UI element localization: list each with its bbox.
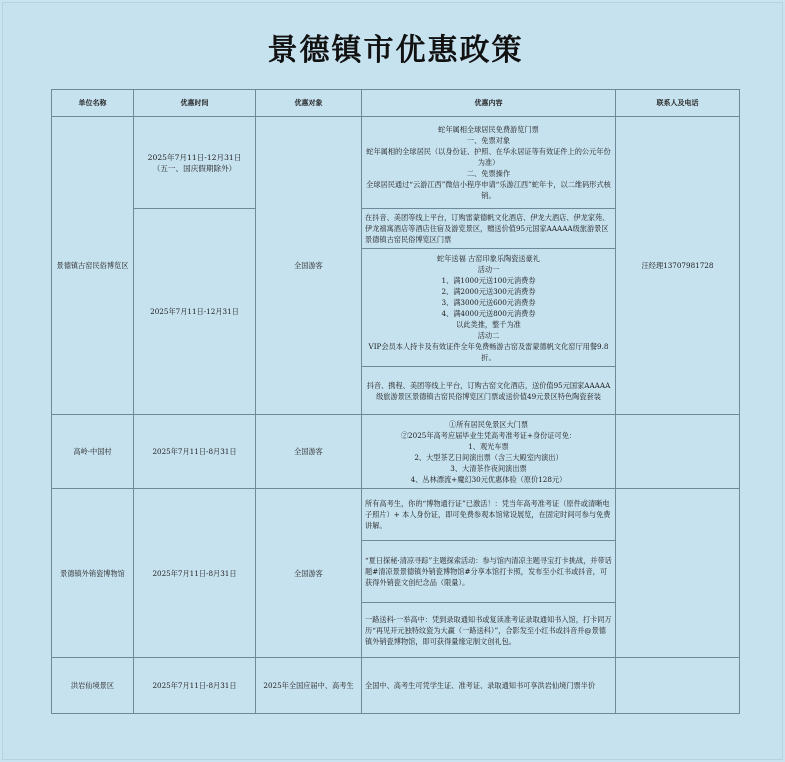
contact-cell	[616, 658, 740, 714]
content-line: 二、免票操作	[466, 169, 511, 178]
contact-cell: 汪经理13707981728	[616, 117, 740, 415]
content-line: 2、满2000元送300元消费券	[441, 286, 536, 296]
content-line: 全球居民通过“云游江西”微信小程序申请“乐游江西”蛇年卡，以二维码形式核销。	[366, 180, 611, 200]
contact-cell	[616, 489, 740, 658]
content-line: 1、观光车票	[468, 441, 509, 451]
content-line: ②2025年高考应届毕业生凭高考准考证+身份证可免：	[400, 430, 577, 440]
contact-cell	[616, 415, 740, 489]
content-line: VIP会员本人持卡及有效证件全年免费畅游古窑及雷蒙德帆文化窑厅用餐9.8折。	[368, 341, 609, 362]
content-cell: 全国中、高考生可凭学生证、准考证、录取通知书可享洪岩仙境门票半价	[362, 658, 616, 714]
content-line: 3、大清茶作夜间演出票	[450, 463, 527, 473]
content-line: 蛇年属相的全球居民（以身份证、护照、在华永居证等有效证件上的公元年份为准）	[366, 147, 611, 167]
content-cell: 抖音、携程、美团等线上平台，订购古窑文化酒店，送价值95元国家AAAAA级旅游景区景德镇古窑民俗博览区门票或送价值49元景区特色陶瓷套装	[362, 367, 616, 415]
time-cell: 2025年7月11日-8月31日	[134, 489, 256, 658]
content-cell	[362, 249, 616, 367]
poster	[2, 2, 783, 760]
unit-cell: 洪岩仙境景区	[52, 658, 134, 714]
time-line: 2025年7月11日-12月31日	[147, 152, 242, 162]
content-cell: 在抖音、美团等线上平台，订购雷蒙德帆文化酒店、伊龙大酒店、伊龙家苑、伊龙禧寓酒店等酒店住宿及游览景区，赠送价值95元国家AAAAA级旅游景区景德镇古窑民俗博览区门票	[362, 209, 616, 249]
table-row	[52, 415, 740, 489]
table-row	[52, 658, 740, 714]
header-contact: 联系人及电话	[616, 90, 740, 117]
time-cell	[134, 117, 256, 209]
header-row	[52, 90, 740, 117]
time-cell: 2025年7月11日-12月31日	[134, 209, 256, 415]
table-row	[52, 117, 740, 209]
unit-cell: 景德镇古窑民俗博览区	[52, 117, 134, 415]
content-line: 活动一	[477, 264, 500, 274]
policy-table	[51, 89, 740, 714]
content-line: 以此类推，整千为准	[456, 319, 521, 329]
content-line: 活动二	[477, 330, 500, 340]
target-cell: 全国游客	[256, 415, 362, 489]
content-line: 4、满4000元送800元消费券	[441, 308, 536, 318]
content-line: 1、满1000元送100元消费券	[441, 275, 536, 285]
content-cell: “夏日探秘·清凉寻踪”主题探索活动：参与馆内清凉主题寻宝打卡挑战，并带话题#清凉景景德镇外销瓷博物馆#分享本馆打卡照，发布至小红书或抖音，可获得外销瓷文创纪念品（限量）。	[362, 541, 616, 603]
content-line: ①所有居民免景区大门票	[448, 419, 529, 429]
target-cell: 全国游客	[256, 489, 362, 658]
content-line: 2、大型茶艺日间演出票（含三大殿室内演出）	[414, 452, 563, 462]
unit-cell: 景德镇外销瓷博物馆	[52, 489, 134, 658]
unit-cell: 高岭·中国村	[52, 415, 134, 489]
content-cell	[362, 415, 616, 489]
header-target: 优惠对象	[256, 90, 362, 117]
time-line: （五一、国庆假期除外）	[152, 163, 237, 173]
content-line: 蛇年属相全球居民免费游览门票	[438, 125, 539, 134]
content-line: 3、满3000元送600元消费券	[441, 297, 536, 307]
content-cell: 所有高考生，你的“博物通行证”已激活！：凭当年高考准考证（原件或清晰电子照片）+ 本人身份证，即可免费参观本馆常设展览，在固定时间可参与免费讲解。	[362, 489, 616, 541]
table-row	[52, 489, 740, 541]
content-line: 一、免票对象	[466, 136, 511, 145]
header-unit: 单位名称	[52, 90, 134, 117]
page-title: 景德镇市优惠政策	[267, 33, 524, 68]
target-cell: 2025年全国应届中、高考生	[256, 658, 362, 714]
content-line: 蛇年送福 古窑印象乐陶瓷送豪礼	[437, 253, 540, 263]
content-cell	[362, 117, 616, 209]
time-cell: 2025年7月11日-8月31日	[134, 658, 256, 714]
content-line: 4、丛林漂流+魔幻30元优惠体验（原价128元）	[410, 474, 567, 484]
header-content: 优惠内容	[362, 90, 616, 117]
target-cell: 全国游客	[256, 117, 362, 415]
content-cell: 一路送科·一举高中：凭到录取通知书或复读准考证录取通知书入馆，打卡同万历“再见开元独特纹瓷为大赢（一路送科）”，合影发至小红书或抖音并@景德镇外销瓷博物馆，即可获得量缘定制文创礼包。	[362, 603, 616, 658]
time-cell: 2025年7月11日-8月31日	[134, 415, 256, 489]
header-time: 优惠时间	[134, 90, 256, 117]
